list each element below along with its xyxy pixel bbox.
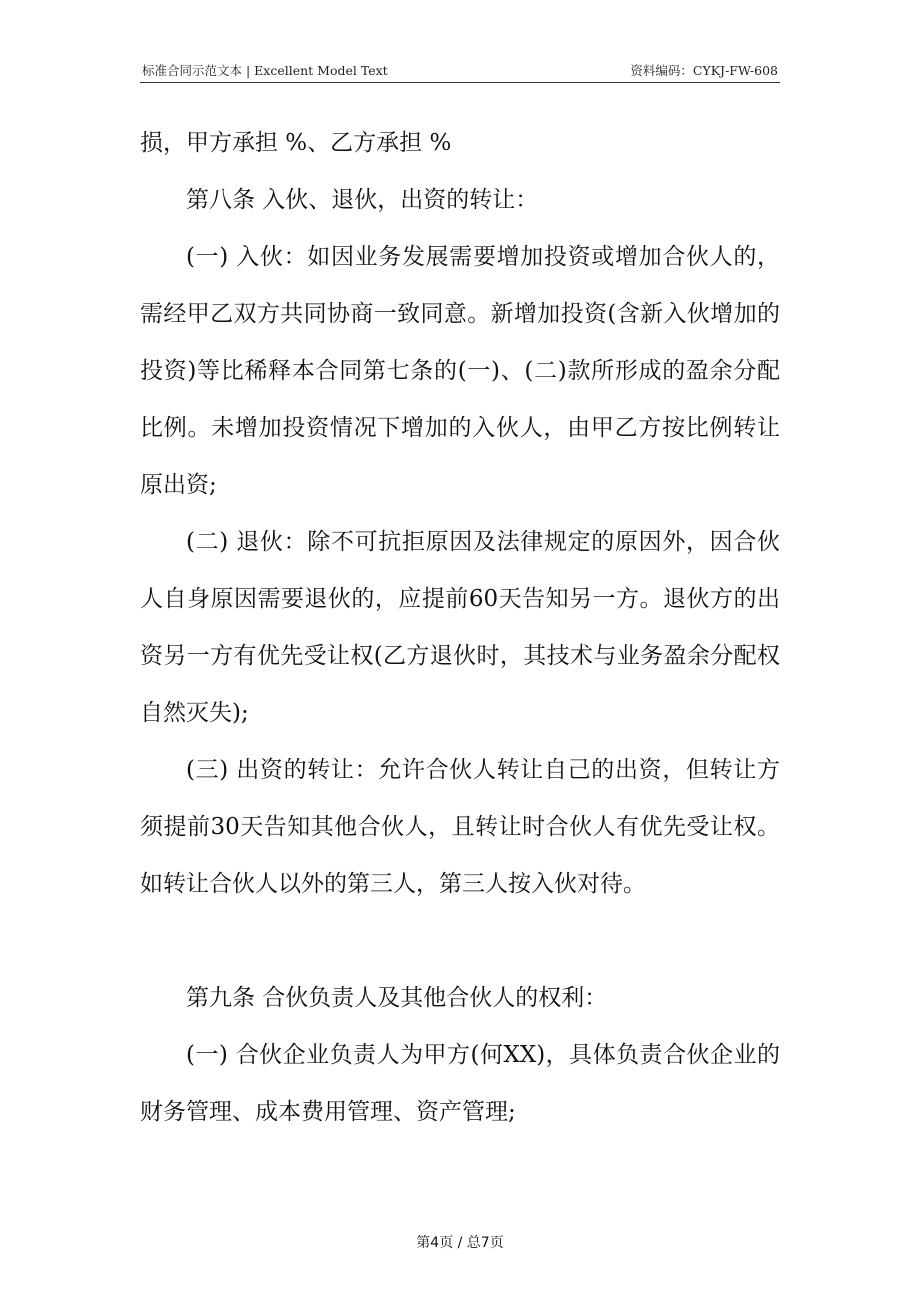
article-9-heading: 第九条 合伙负责人及其他合伙人的权利： xyxy=(186,985,608,1011)
header-document-code: 资料编码：CYKJ-FW-608 xyxy=(630,63,778,78)
page-number: 第4页 / 总7页 xyxy=(416,1235,504,1251)
article-8-clause-2: (二) 退伙：除不可抗拒原因及法律规定的原因外，因合伙人自身原因需要退伙的，应提前60天告知另一方。退伙方的出资另一方有优先受让权(乙方退伙时，其技术与业务盈余分配权自然灭失); xyxy=(140,529,780,726)
article-9-clause-1: (一) 合伙企业负责人为甲方(何XX)，具体负责合伙企业的财务管理、成本费用管理、资产管理; xyxy=(140,1042,780,1125)
page-header xyxy=(140,58,780,83)
header-title: 标准合同示范文本 | Excellent Model Text xyxy=(142,63,388,78)
paragraph-spacer xyxy=(140,913,780,970)
article-8-clause-1: (一) 入伙：如因业务发展需要增加投资或增加合伙人的，需经甲乙双方共同协商一致同意。新增加投资(含新入伙增加的投资)等比稀释本合同第七条的(一)、(二)款所形成的盈余分配比例。未增加投资情况下增加的入伙人，由甲乙方按比例转让原出资; xyxy=(140,244,780,498)
paragraph-loss-sharing: 损，甲方承担 %、乙方承担 % xyxy=(140,130,452,156)
document-body xyxy=(140,115,780,1141)
article-8-heading: 第八条 入伙、退伙，出资的转让： xyxy=(186,187,539,213)
article-8-clause-3: (三) 出资的转让：允许合伙人转让自己的出资，但转让方须提前30天告知其他合伙人，且转让时合伙人有优先受让权。如转让合伙人以外的第三人，第三人按入伙对待。 xyxy=(140,757,780,897)
